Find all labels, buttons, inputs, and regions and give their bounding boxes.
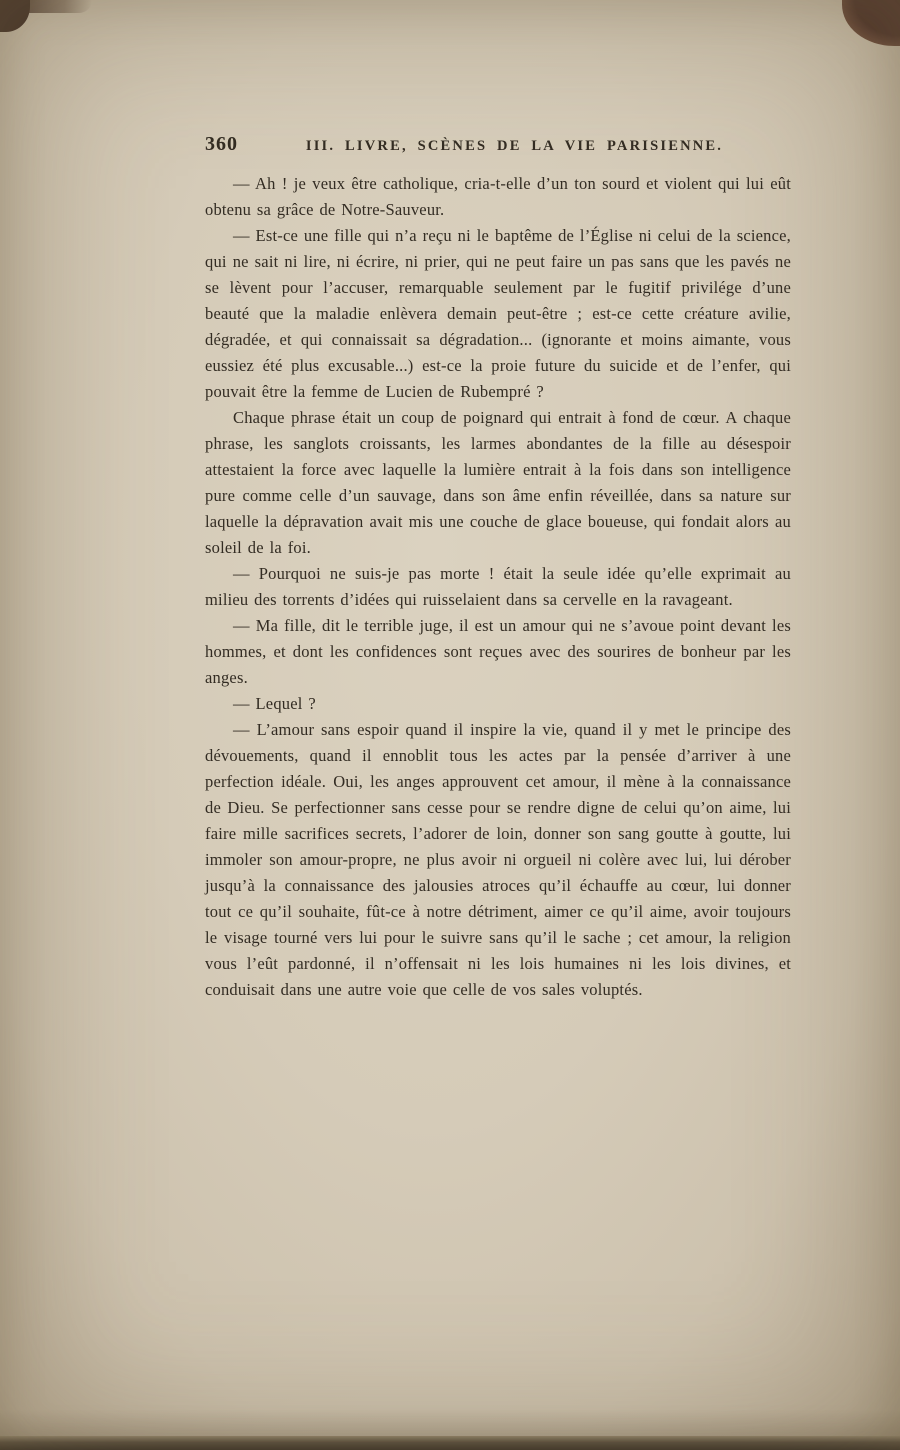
scan-artifact-top-left-strip	[0, 0, 92, 13]
scan-edge-bottom	[0, 1436, 900, 1450]
running-header: III. LIVRE, SCÈNES DE LA VIE PARISIENNE.	[305, 138, 724, 154]
paragraph: — Lequel ?	[233, 694, 316, 713]
page-number: 360	[205, 133, 238, 155]
paragraph: Chaque phrase était un coup de poignard qui entrait à fond de cœur. A chaque phrase, les sanglots croissants, les larmes abondantes de la fille au désespoir attestaient la force avec laquelle la lumière entrait à la fois dans son intelligence pure comme celle d’un sauvage, dans son âme enfin réveillée, dans sa nature sur laquelle la dépravation avait mis une couche de glace boueuse, qui fondait alors au soleil de la foi.	[205, 408, 791, 557]
paragraph: — L’amour sans espoir quand il inspire la vie, quand il y met le principe des dévouements, quand il ennoblit tous les actes par la pensée d’arriver à une perfection idéale. Oui, les anges approuvent cet amour, il mène à la connaissance de Dieu. Se perfectionner sans cesse pour se rendre digne de celui qu’on aime, lui faire mille sacrifices secrets, l’adorer de loin, donner son sang goutte à goutte, lui immoler son amour-propre, ne plus avoir ni orgueil ni colère avec lui, lui dérober jusqu’à la connaissance des jalousies atroces qu’il échauffe au cœur, lui donner tout ce qu’il souhaite, fût-ce à notre détriment, aimer ce qu’il aime, avoir toujours le visage tourné vers lui pour le suivre sans qu’il le sache ; cet amour, la religion vous l’eût pardonné, il n’offensait ni les lois humaines ni les lois divines, et conduisait dans une autre voie que celle de vos sales voluptés.	[205, 720, 791, 999]
text-block	[205, 171, 791, 1003]
paragraph: — Est-ce une fille qui n’a reçu ni le baptême de l’Église ni celui de la science, qui ne sait ni lire, ni écrire, ni prier, qui ne peut faire un pas sans que les pavés ne se lèvent pour l’accuser, remarquable seulement par le fugitif privilége d’une beauté que la maladie enlèvera demain peut-être ; est-ce cette créature avilie, dégradée, et qui connaissait sa dégradation... (ignorante et moins aimante, vous eussiez été plus excusable...) est-ce la proie future du suicide et de l’enfer, qui pouvait être la femme de Lucien de Rubempré ?	[205, 226, 791, 401]
page-content	[205, 133, 791, 1003]
scan-artifact-top-left-corner	[0, 0, 30, 32]
scan-artifact-top-right-corner	[842, 0, 900, 46]
paragraph: — Ma fille, dit le terrible juge, il est un amour qui ne s’avoue point devant les hommes, et dont les confidences sont reçues avec des sourires de bonheur par les anges.	[205, 616, 791, 687]
scan-shadow-bottom	[0, 1410, 900, 1436]
paragraph: — Ah ! je veux être catholique, cria-t-elle d’un ton sourd et violent qui lui eût obtenu sa grâce de Notre-Sauveur.	[205, 174, 791, 219]
paragraph: — Pourquoi ne suis-je pas morte ! était la seule idée qu’elle exprimait au milieu des torrents d’idées qui ruisselaient dans sa cervelle en la ravageant.	[205, 564, 791, 609]
page-header	[205, 133, 791, 156]
